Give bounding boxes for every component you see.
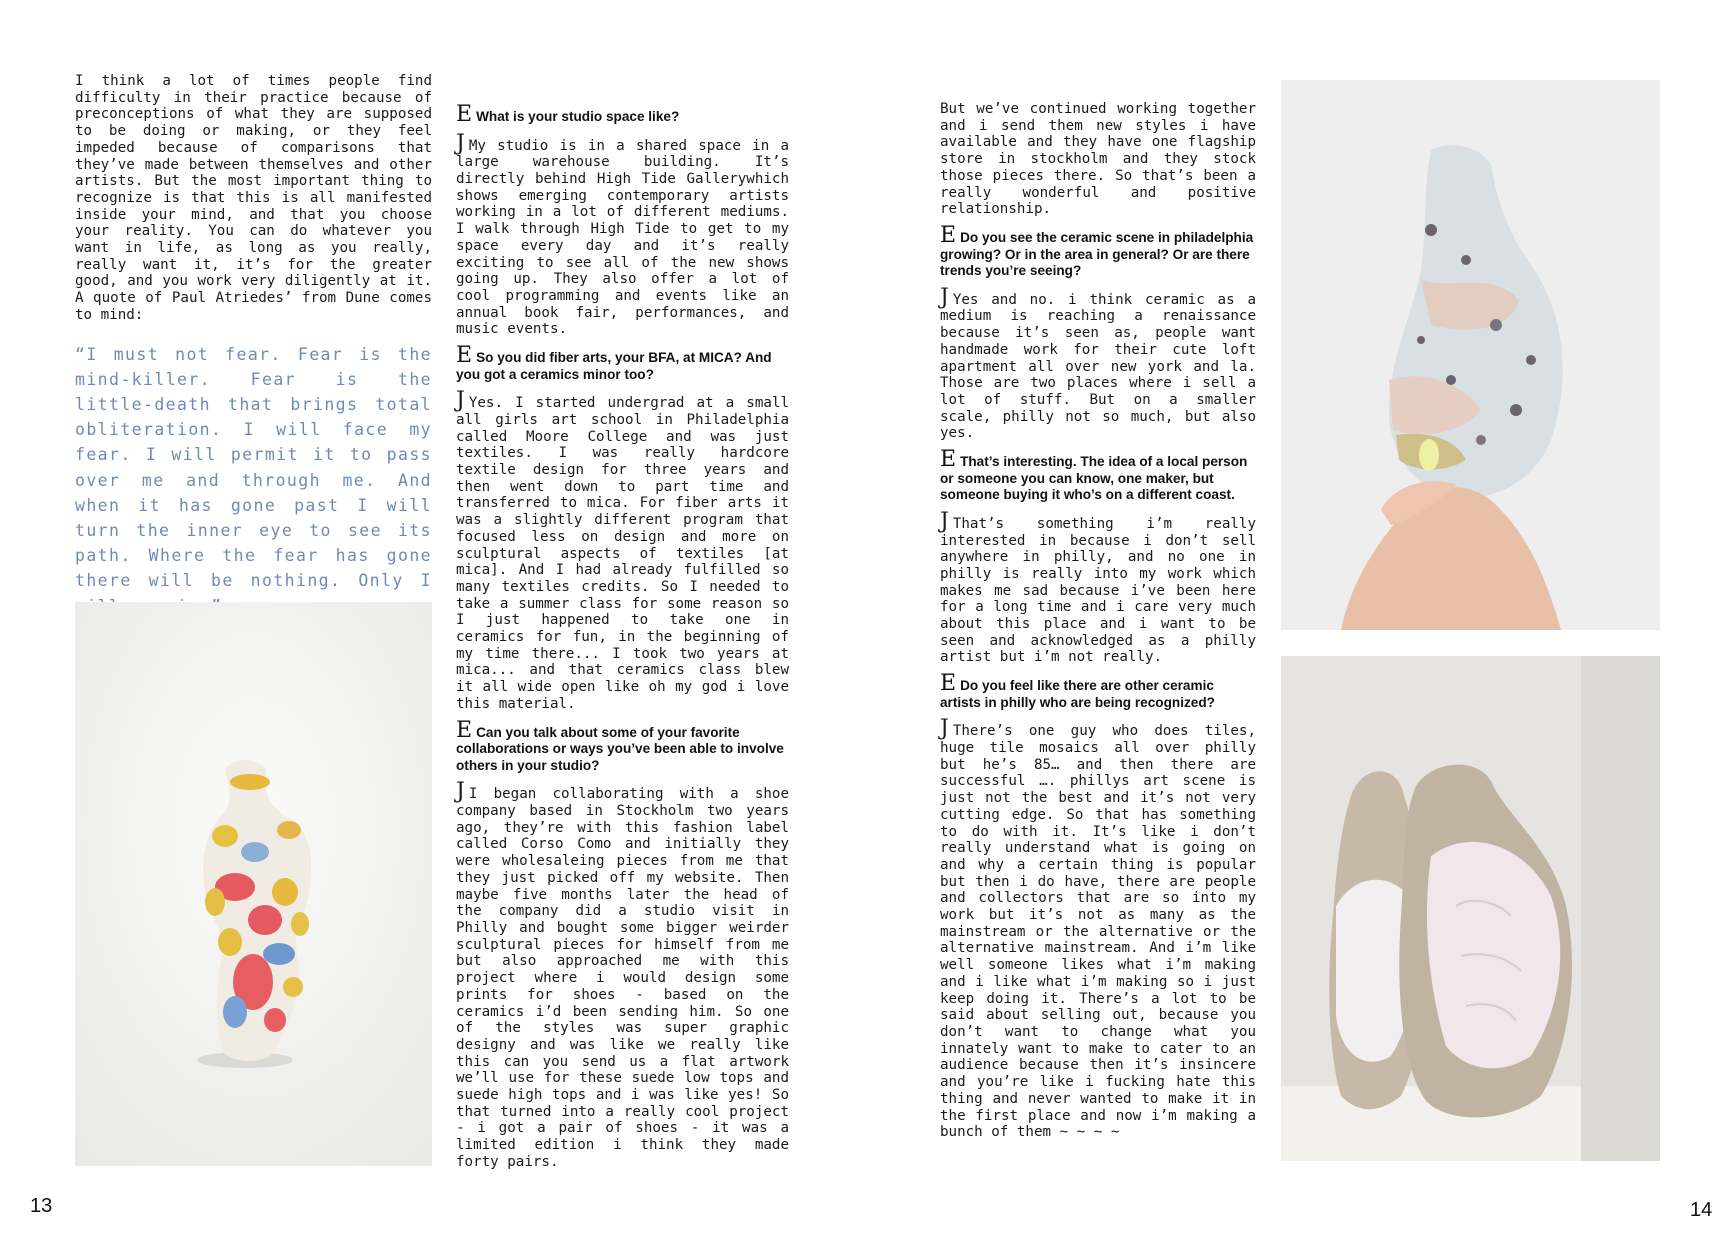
column-3 [940,101,1256,1141]
dune-quote: “I must not fear. Fear is the mind-killer. Fear is the little-death that brings total obliteration. I will face my fear. I will permit it to pass over me and through me. And when it has gone past I will turn the inner eye to see its path. Where the fear has gone there will be nothing. Only I [75,344,432,591]
answer-2: J Yes. I started undergrad at a small all girls art school in Philadelphia called Moore College and was just textiles. I was really hardcore textile design for three years and then went down to part time and transferred to mica. For fiber arts it was a slightly different program that focused less on design and more on sculptural aspects of textiles [at mica]. And I had already fulfilled so many textiles credits. So I needed to take a summer class for some reason so I just happened to take one in ceramics for fun, in the beginning of my time there... I took two years at mica... and that ceramics class blew it all wide open like oh my god i love this material. [456,388,789,712]
continued-paragraph: But we’ve continued working together and i send them new styles i have available and they have one flagship store in stockholm and they stock those pieces there. So that’s been a really wonderful and positive relationship. [940,101,1256,218]
answer-3: J I began collaborating with a shoe company based in Stockholm two years ago, they’re with this fashion label called Corso Como and initially they were wholesaleing pieces from me that they just picked off my website. Then maybe five months later the head of the company did a studio visit in Philly and bought some bigger weirder sculptural pieces for himself from me but also approached me with this project where i would design some prints for shoes - based on the ceramics i’d been sending him. So one of the styles was super graphic designy and was like we really like this can you send us a flat artwork we’ll use for these suede low tops and suede high tops and i was like yes! So that turned into a really cool project - i got a pair of shoes - it was a limited edition i think they made forty pairs. [456,779,789,1170]
intro-paragraph: I think a lot of times people find difficulty in their practice because of preconceptions of what they are supposed to be doing or making, or they feel impeded because of comparisons that they’ve made between themselves and other artists. But the most important thing to recognize is that this is all manifested inside your mind, and that you choose your reality. You can do whatever you want in life, as long as you really, really want it, it’s for the greater good, and you work very diligently at it. A quote of Paul Atriedes’ from Dune comes to mind: [75,73,432,323]
photo-two-vessels [1281,656,1660,1161]
question-6: E Do you feel like there are other ceramic artists in philly who are being recognized? [940,671,1215,710]
photo-speckled-vase [75,602,432,1166]
column-1 [75,73,432,619]
answer-5: J That’s something i’m really interested in because i don’t sell anywhere in philly, and no one in philly is really into my work which makes me sad because i’ve been here for a long time and i care very much about this place and i want to be seen and acknowledged as a philly artist but i’m not really. [940,508,1256,666]
question-4: E Do you see the ceramic scene in philadelphia growing? Or in the area in general? Or are there trends you’re seeing? [940,222,1254,279]
j-initial: J [456,130,465,156]
answer-4: J Yes and no. i think ceramic as a medium is reaching a renaissance because it’s seen as, people want handmade work for their cute loft apartment all over new york and la. Those are two places where i sell a lot of stuff. But on a smaller scale, philly not so much, but also yes. [940,284,1256,442]
question-5: E That’s interesting. The idea of a local person or someone you can know, one maker, but someone buying it who’s on a different coast. [940,447,1248,503]
question-1: E What is your studio space like? [456,102,680,127]
page-number-left: 13 [30,1195,53,1217]
question-3: E Can you talk about some of your favorite collaborations or ways you’ve been able to involve others in your studio? [456,717,784,773]
page-number-right: 14 [1690,1199,1713,1221]
question-2: E So you did fiber arts, your BFA, at MICA? And you got a ceramics minor too? [456,343,772,382]
answer-1: J My studio is in a shared space in a large warehouse building. It’s directly behind High Tide Gallerywhich shows emerging contemporary artists working in a lot of different mediums. I walk through High Tide to get to my space every day and it’s really exciting to see all of the new shows going up. They also offer a lot of cool programming and events like an annual book fair, performances, and music events. [456,130,789,338]
answer-6: J There’s one guy who does tiles, huge tile mosaics all over philly but he’s 85… and then there are successful …. phillys art scene is just not the best and it’s not very cutting edge. So that has something to do with it. It’s like i don’t really understand what is going on and why a certain thing is popular but then i do have, there are people and collectors that are so into my work but it’s not as many as the mainstream or the alternative or the alternative mainstream. And i’m like well someone likes what i’m making and i like what i’m making so i just keep doing it. There’s a lot to be said about selling out, because you don’t want to change what you innately want to make to cater to an audience because then it’s insincere and you’re like i fucking hate this thing and never wanted to make it in the first place and now i’m making a bunch of them ~ ~ ~ ~ [940,716,1256,1141]
e-initial: E [456,102,473,127]
column-2 [456,102,789,1171]
photo-hand-holding-vase [1281,80,1660,630]
